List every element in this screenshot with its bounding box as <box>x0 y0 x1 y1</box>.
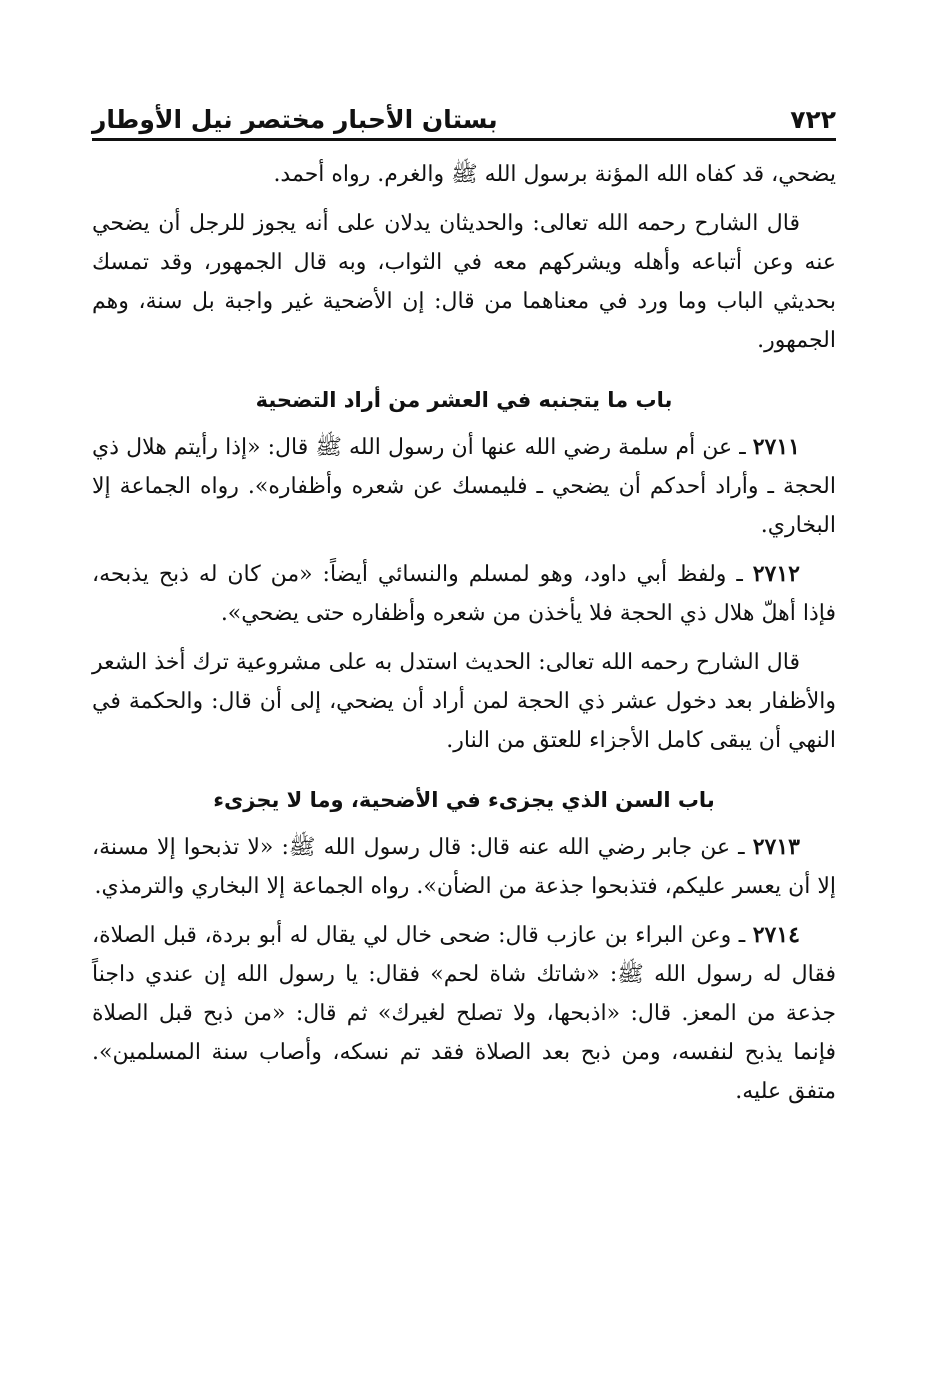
hadith-number: ٢٧١٣ <box>752 834 800 860</box>
paragraph-commentary-1: قال الشارح رحمه الله تعالى: والحديثان يدلان على أنه يجوز للرجل أن يضحي عنه وعن أتباعه وأهله ويشركهم معه في الثواب، وبه قال الجمهور، وقد تمسك بحديثي الباب وما ورد في معناهما من قال: إن الأضحية غير واجبة بل سنة، وهم الجمهور. <box>92 211 836 353</box>
paragraph-commentary-2: قال الشارح رحمه الله تعالى: الحديث استدل به على مشروعية ترك أخذ الشعر والأظفار بعد دخول عشر ذي الحجة لمن أراد أن يضحي، إلى أن قال: والحكمة في النهي أن يبقى كامل الأجزاء للعتق من النار. <box>92 650 836 753</box>
hadith-text: ـ عن جابر رضي الله عنه قال: قال رسول الله ﷺ: «لا تذبحوا إلا مسنة، إلا أن يعسر عليكم، فتذبحوا جذعة من الضأن». رواه الجماعة إلا البخاري والترمذي. <box>92 835 836 899</box>
hadith-2714 <box>92 916 836 1111</box>
page-header <box>92 90 836 141</box>
hadith-2711 <box>92 428 836 545</box>
book-page <box>92 90 836 1121</box>
hadith-text: ـ ولفظ أبي داود، وهو لمسلم والنسائي أيضاً: «من كان له ذبح يذبحه، فإذا أهلّ هلال ذي الحجة فلا يأخذن من شعره وأظفاره حتى يضحي». <box>92 562 836 626</box>
hadith-number: ٢٧١٢ <box>752 561 800 587</box>
book-title: بستان الأحبار مختصر نيل الأوطار <box>92 105 498 134</box>
hadith-text: ـ عن أم سلمة رضي الله عنها أن رسول الله ﷺ قال: «إذا رأيتم هلال ذي الحجة ـ وأراد أحدكم أن يضحي ـ فليمسك عن شعره وأظفاره». رواه الجماعة إلا البخاري. <box>92 435 836 538</box>
page-content <box>92 155 836 1111</box>
section-heading-1: باب ما يتجنبه في العشر من أراد التضحية <box>255 388 673 412</box>
paragraph-continuation: يضحي، قد كفاه الله المؤنة برسول الله ﷺ والغرم. رواه أحمد. <box>273 162 836 187</box>
page-number: ٧٢٢ <box>790 105 836 134</box>
hadith-number: ٢٧١٤ <box>752 922 800 948</box>
hadith-text: ـ وعن البراء بن عازب قال: ضحى خال لي يقال له أبو بردة، قبل الصلاة، فقال له رسول الله ﷺ: «شاتك شاة لحم» فقال: يا رسول الله إن عندي داجناً جذعة من المعز. قال: «اذبحها، ولا تصلح لغيرك» ثم قال: «من ذبح قبل الصلاة فإنما يذبح لنفسه، ومن ذبح بعد الصلاة فقد تم نسكه، وأصاب سنة المسلمين». متفق عليه. <box>92 923 836 1104</box>
hadith-number: ٢٧١١ <box>752 434 800 460</box>
section-heading-2: باب السن الذي يجزىء في الأضحية، وما لا يجزىء <box>213 788 715 812</box>
hadith-2713 <box>92 828 836 906</box>
hadith-2712 <box>92 555 836 633</box>
